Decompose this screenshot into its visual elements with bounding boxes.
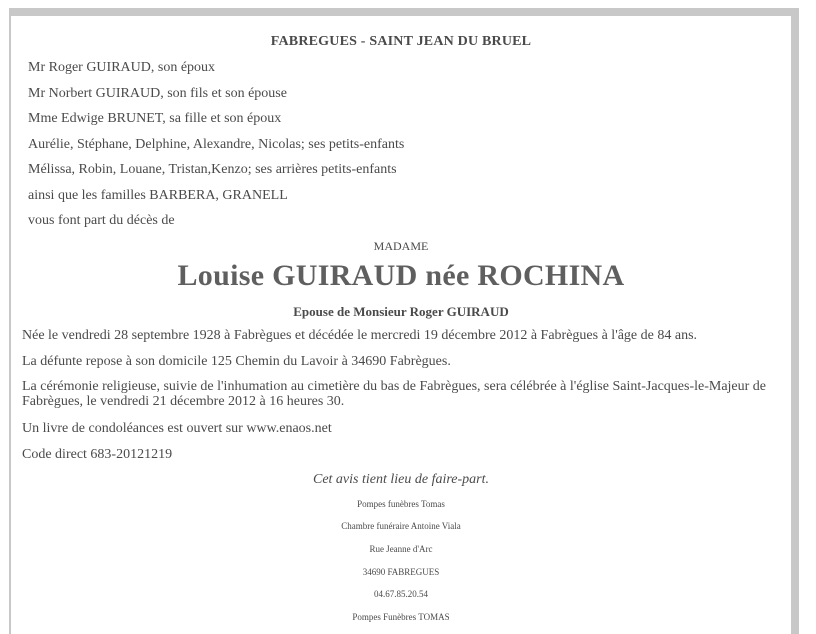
ceremony-paragraph: La cérémonie religieuse, suivie de l'inhumation au cimetière du bas de Fabrègues, sera célébrée à l'église Saint-Jacques-le-Majeur de Fabrègues, le vendredi 21 décembre 2012 à 16 heures 30. — [22, 379, 767, 409]
birth-death-paragraph: Née le vendredi 28 septembre 1928 à Fabrègues et décédée le mercredi 19 décembre 2012 à Fabrègues à l'âge de 84 ans. — [22, 328, 698, 343]
family-line-7: vous font part du décès de — [28, 213, 175, 228]
faire-part-note: Cet avis tient lieu de faire-part. — [312, 472, 489, 487]
spouse-line: Epouse de Monsieur Roger GUIRAUD — [293, 304, 509, 319]
condolences-paragraph: Un livre de condoléances est ouvert sur www.enaos.net — [22, 421, 332, 436]
notice-header: FABREGUES - SAINT JEAN DU BRUEL — [270, 34, 532, 49]
family-line-1: Mr Roger GUIRAUD, son époux — [28, 60, 216, 75]
code-paragraph: Code direct 683-20121219 — [22, 447, 173, 462]
footer-line-3: Rue Jeanne d'Arc — [369, 544, 433, 554]
rest-place-paragraph: La défunte repose à son domicile 125 Chemin du Lavoir à 34690 Fabrègues. — [22, 354, 451, 369]
family-line-6: ainsi que les familles BARBERA, GRANELL — [28, 188, 288, 203]
deceased-name: Louise GUIRAUD née ROCHINA — [177, 259, 625, 292]
honorific: MADAME — [373, 239, 429, 253]
family-line-3: Mme Edwige BRUNET, sa fille et son époux — [28, 111, 282, 126]
family-line-5: Mélissa, Robin, Louane, Tristan,Kenzo; ses arrières petits-enfants — [28, 162, 397, 177]
family-line-4: Aurélie, Stéphane, Delphine, Alexandre, Nicolas; ses petits-enfants — [28, 137, 405, 152]
footer-line-5: 04.67.85.20.54 — [374, 589, 428, 599]
footer-line-4: 34690 FABREGUES — [362, 567, 440, 577]
family-line-2: Mr Norbert GUIRAUD, son fils et son épouse — [28, 86, 287, 101]
notice-frame — [9, 8, 799, 634]
footer-line-1: Pompes funèbres Tomas — [357, 499, 445, 509]
footer-line-6: Pompes Funèbres TOMAS — [352, 612, 450, 622]
footer-line-2: Chambre funéraire Antoine Viala — [341, 521, 461, 531]
